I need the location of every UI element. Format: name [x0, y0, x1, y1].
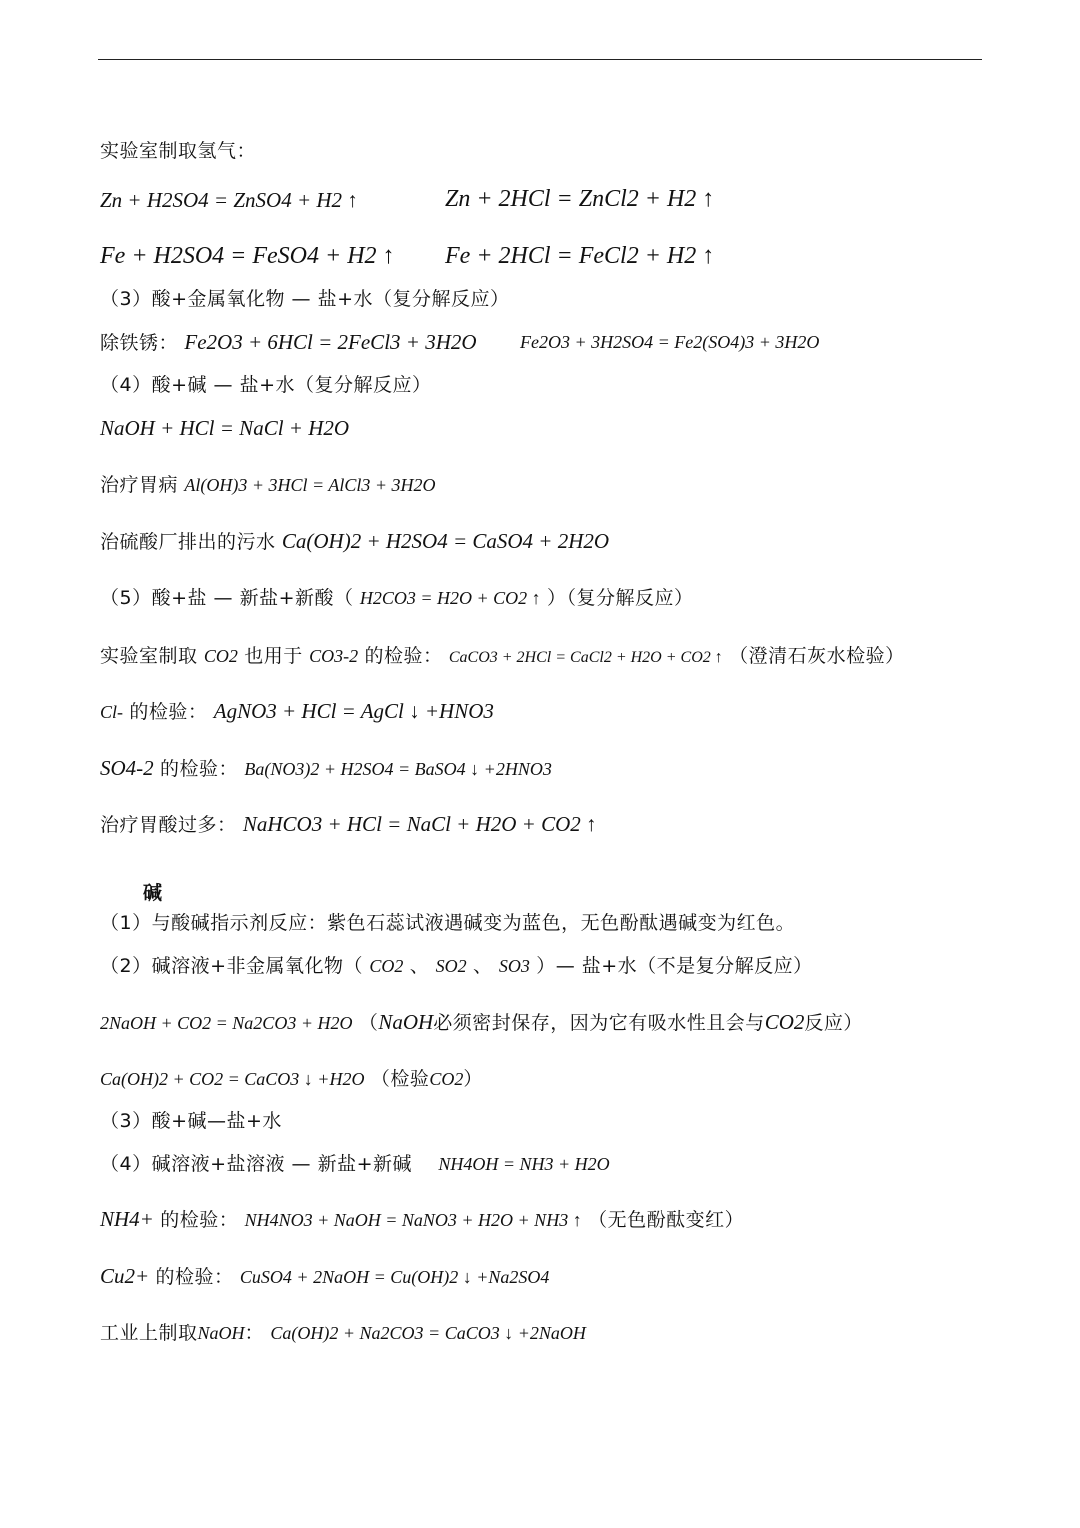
text: 实验室制取氢气： [100, 140, 257, 162]
nh4-ion: NH4+ [100, 1207, 154, 1231]
wastewater-line [100, 531, 609, 552]
cu-label: 的检验： [155, 1266, 234, 1288]
cl-ion: Cl- [100, 702, 124, 722]
so4-label: 的检验： [160, 758, 239, 780]
limewater-note-co2: CO2 [429, 1069, 464, 1089]
limewater-eq: Ca(OH)2 + CO2 = CaCO3 ↓ +H2O [100, 1069, 365, 1089]
naoh-co2-eq: 2NaOH + CO2 = Na2CO3 + H2O [100, 1013, 353, 1033]
acid-excess-line [100, 814, 597, 835]
rust-removal-line [100, 332, 477, 353]
item2-so2: SO2 [435, 956, 467, 976]
industrial-naoh-line [100, 1322, 586, 1343]
eq-text: Zn + 2HCl = ZnCl2 + H2 ↑ [445, 186, 715, 212]
item2-end: ）— 盐+水（不是复分解反应） [536, 955, 813, 977]
equation-fe-h2so4 [100, 244, 395, 268]
note-co2: CO2 [764, 1010, 805, 1034]
eq-text: Fe + 2HCl = FeCl2 + H2 ↑ [445, 243, 715, 269]
cl-label: 的检验： [129, 701, 208, 723]
heading-text: 碱 [143, 882, 163, 904]
nh4oh-eq: NH4OH = NH3 + H2O [438, 1154, 610, 1174]
item2-sep: 、 [472, 955, 493, 977]
equation-fe-hcl [445, 244, 714, 268]
acid-excess-eq: NaHCO3 + HCl = NaCl + H2O + CO2 ↑ [242, 812, 597, 836]
item2-co2: CO2 [369, 956, 404, 976]
eq-text: NaOH + HCl = NaCl + H2O [100, 416, 350, 440]
note-open: （ [358, 1012, 379, 1034]
co2-eq: CaCO3 + 2HCl = CaCl2 + H2O + CO2 ↑ [448, 649, 723, 666]
note-close: 反应） [804, 1012, 863, 1034]
limewater-note-close: ） [463, 1068, 483, 1090]
co2-label-2: 也用于 [244, 645, 303, 667]
cu-ion: Cu2+ [100, 1264, 150, 1288]
naoh-co2-line [100, 1012, 863, 1033]
header-rule [98, 59, 982, 60]
nh4-label: 的检验： [160, 1209, 239, 1231]
note-text: 必须密封保存，因为它有吸水性且会与 [433, 1012, 765, 1034]
industrial-label: 工业上制取 [100, 1322, 198, 1344]
cl-test-line [100, 701, 494, 722]
wastewater-eq: Ca(OH)2 + H2SO4 = CaSO4 + 2H2O [281, 529, 610, 553]
limewater-note-open: （检验 [370, 1068, 430, 1090]
item2-sep: 、 [409, 955, 430, 977]
text: （3）酸+碱—盐+水 [100, 1110, 282, 1132]
industrial-eq: Ca(OH)2 + Na2CO3 = CaCO3 ↓ +2NaOH [270, 1323, 586, 1343]
acid-item-4 [100, 376, 432, 395]
stomach-line [100, 474, 435, 495]
co2-label-3: 的检验： [364, 645, 443, 667]
eq-text: Fe + H2SO4 = FeSO4 + H2 ↑ [100, 243, 395, 269]
nh4-note: （无色酚酞变红） [588, 1209, 745, 1231]
nh4-eq: NH4NO3 + NaOH = NaNO3 + H2O + NH3 ↑ [244, 1210, 582, 1230]
cu-eq: CuSO4 + 2NaOH = Cu(OH)2 ↓ +Na2SO4 [239, 1267, 550, 1287]
stomach-label: 治疗胃病 [100, 474, 179, 496]
rust-label: 除铁锈： [100, 332, 179, 354]
so4-eq: Ba(NO3)2 + H2SO4 = BaSO4 ↓ +2HNO3 [244, 759, 552, 779]
note-naoh: NaOH [378, 1010, 434, 1034]
text: （1）与酸碱指示剂反应：紫色石蕊试液遇碱变为蓝色，无色酚酞遇碱变为红色。 [100, 912, 796, 934]
base-heading [143, 884, 163, 903]
industrial-naoh: NaOH [197, 1323, 245, 1343]
limewater-line [100, 1068, 483, 1089]
co2-label-1: 实验室制取 [100, 645, 198, 667]
co3-formula: CO3-2 [309, 646, 359, 666]
equation-zn-h2so4 [100, 190, 358, 211]
acid-item-5 [100, 587, 694, 608]
base-item-3 [100, 1112, 282, 1131]
so4-ion: SO4-2 [100, 756, 154, 780]
item5-eq: H2CO3 = H2O + CO2 ↑ [359, 588, 541, 608]
acid-excess-label: 治疗胃酸过多： [100, 814, 237, 836]
cu-test-line [100, 1266, 549, 1287]
item5-end: ）（复分解反应） [547, 587, 694, 609]
rust-eq-hcl: Fe2O3 + 6HCl = 2FeCl3 + 3H2O [184, 330, 477, 354]
cl-eq: AgNO3 + HCl = AgCl ↓ +HNO3 [213, 699, 494, 723]
eq-text: Fe2O3 + 3H2SO4 = Fe2(SO4)3 + 3H2O [520, 332, 820, 352]
co2-prep-line [100, 645, 905, 666]
item5-label: （5）酸+盐 — 新盐+新酸（ [100, 587, 354, 609]
item2-label: （2）碱溶液+非金属氧化物（ [100, 955, 364, 977]
item4-label: （4）碱溶液+盐溶液 — 新盐+新碱 [100, 1153, 413, 1175]
equation-zn-hcl [445, 187, 714, 211]
item2-so3: SO3 [498, 956, 530, 976]
so4-test-line [100, 758, 552, 779]
base-item-2 [100, 955, 813, 976]
equation-naoh-hcl [100, 418, 349, 439]
co2-note: （澄清石灰水检验） [729, 645, 905, 667]
hydrogen-title [100, 142, 256, 161]
co2-formula: CO2 [203, 646, 238, 666]
industrial-colon: ： [244, 1322, 265, 1344]
eq-text: Zn + H2SO4 = ZnSO4 + H2 ↑ [100, 188, 358, 212]
nh4-test-line [100, 1209, 744, 1230]
stomach-eq: Al(OH)3 + 3HCl = AlCl3 + 3H2O [184, 475, 436, 495]
base-item-1 [100, 914, 795, 933]
acid-item-3 [100, 290, 510, 309]
base-item-4 [100, 1153, 610, 1174]
wastewater-label: 治硫酸厂排出的污水 [100, 531, 276, 553]
text: （3）酸+金属氧化物 — 盐+水（复分解反应） [100, 288, 510, 310]
text: （4）酸+碱 — 盐+水（复分解反应） [100, 374, 432, 396]
rust-eq-h2so4 [520, 333, 819, 351]
